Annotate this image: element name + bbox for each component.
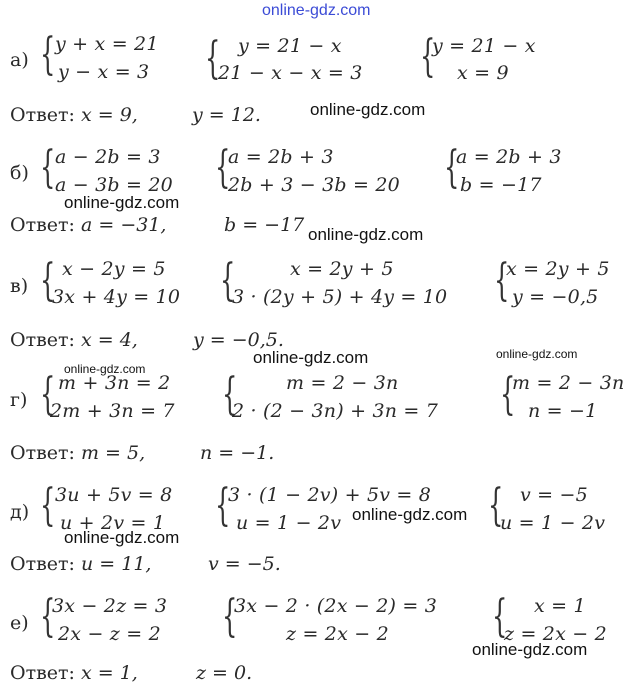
brace: { [494, 255, 510, 306]
equation: a − 2b = 3 [55, 146, 161, 168]
equation: 3 · (1 − 2v) + 5v = 8 [228, 484, 432, 506]
watermark: online-gdz.com [253, 348, 369, 367]
equation: x − 2y = 5 [62, 258, 166, 280]
brace: { [40, 480, 56, 531]
answer-value: b = −17 [224, 214, 305, 236]
answer-row [10, 104, 138, 126]
equation: 21 − x − x = 3 [218, 62, 363, 84]
brace: { [40, 29, 56, 80]
brace: { [215, 142, 231, 193]
brace: { [488, 480, 504, 531]
brace: { [205, 33, 221, 84]
equation: b = −17 [460, 174, 542, 196]
brace: { [500, 369, 516, 420]
equation: z = 2x − 2 [504, 623, 607, 645]
equation: x = 1 [534, 595, 586, 617]
answer-row [10, 214, 166, 236]
equation: n = −1 [528, 400, 598, 422]
answer-prefix: Ответ: [10, 662, 75, 684]
watermark: online-gdz.com [310, 100, 426, 119]
answer-value: x = 1, [81, 662, 138, 684]
answer-row [10, 442, 145, 464]
equation: x = 2y + 5 [290, 258, 394, 280]
brace: { [492, 591, 508, 642]
brace: { [40, 369, 56, 420]
equation: 2b + 3 − 3b = 20 [228, 174, 400, 196]
equation: 3x − 2z = 3 [52, 595, 168, 617]
problem-label-a: а) [10, 49, 29, 71]
equation: a − 3b = 20 [55, 174, 173, 196]
equation: m = 2 − 3n [512, 372, 625, 394]
brace: { [222, 591, 238, 642]
brace: { [40, 255, 56, 306]
answer-row [10, 662, 138, 684]
answer-prefix: Ответ: [10, 553, 75, 575]
brace: { [420, 31, 436, 82]
brace: { [220, 255, 236, 306]
equation: y = 21 − x [238, 35, 342, 57]
answer-value: u = 11, [81, 553, 152, 575]
answer-value: x = 4, [81, 329, 138, 351]
brace: { [40, 591, 56, 642]
watermark: online-gdz.com [352, 505, 468, 524]
equation: 3x − 2 · (2x − 2) = 3 [234, 595, 438, 617]
equation: x = 9 [457, 62, 509, 84]
watermark: online-gdz.com [496, 347, 578, 361]
watermark-top: online-gdz.com [262, 2, 371, 19]
equation: y − x = 3 [58, 61, 150, 83]
answer-value: z = 0. [196, 662, 253, 684]
brace: { [40, 142, 56, 193]
equation: u = 1 − 2v [236, 512, 342, 534]
equation: 3u + 5v = 8 [55, 484, 173, 506]
equation: y = −0,5 [512, 286, 599, 308]
watermark: online-gdz.com [64, 193, 180, 212]
brace: { [444, 142, 460, 193]
equation: 2x − z = 2 [58, 623, 161, 645]
answer-value: a = −31, [81, 214, 167, 236]
equation: u = 1 − 2v [500, 512, 606, 534]
equation: a = 2b + 3 [456, 146, 562, 168]
equation: a = 2b + 3 [228, 146, 334, 168]
equation: 2 · (2 − 3n) + 3n = 7 [232, 400, 439, 422]
equation: 2m + 3n = 7 [50, 400, 175, 422]
problem-label-g: г) [10, 389, 28, 411]
answer-value: m = 5, [81, 442, 146, 464]
answer-value: v = −5. [208, 553, 281, 575]
answer-prefix: Ответ: [10, 104, 75, 126]
problem-label-b: б) [10, 162, 29, 184]
answer-row [10, 329, 138, 351]
answer-prefix: Ответ: [10, 329, 75, 351]
watermark: online-gdz.com [64, 528, 180, 547]
brace: { [215, 480, 231, 531]
equation: x = 2y + 5 [506, 258, 610, 280]
equation: m = 2 − 3n [286, 372, 399, 394]
answer-prefix: Ответ: [10, 214, 75, 236]
watermark: online-gdz.com [308, 225, 424, 244]
equation: y + x = 21 [55, 33, 159, 55]
answer-row [10, 553, 151, 575]
watermark: online-gdz.com [64, 362, 146, 376]
problem-label-v: в) [10, 275, 29, 297]
answer-value: n = −1. [200, 442, 275, 464]
equation: z = 2x − 2 [286, 623, 389, 645]
equation: v = −5 [520, 484, 588, 506]
equation: u + 2v = 1 [60, 512, 166, 534]
watermark: online-gdz.com [472, 640, 588, 659]
equation: 3x + 4y = 10 [52, 286, 181, 308]
equation: y = 21 − x [432, 35, 536, 57]
equation: m + 3n = 2 [58, 372, 171, 394]
brace: { [222, 369, 238, 420]
answer-value: y = 12. [192, 104, 261, 126]
equation: 3 · (2y + 5) + 4y = 10 [232, 286, 448, 308]
answer-value: x = 9, [81, 104, 138, 126]
problem-label-e: е) [10, 612, 29, 634]
answer-value: y = −0,5. [193, 329, 284, 351]
answer-prefix: Ответ: [10, 442, 75, 464]
problem-label-d: д) [10, 501, 30, 523]
